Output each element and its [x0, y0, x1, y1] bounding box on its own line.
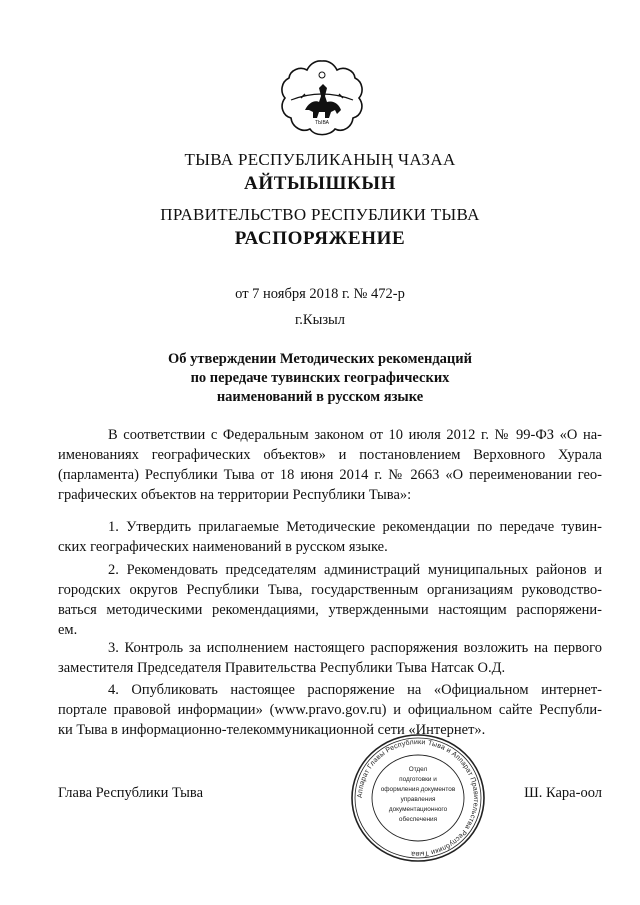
stamp-line: управления: [400, 796, 436, 803]
item-1-paragraph: [58, 517, 602, 557]
header-government-russian: ПРАВИТЕЛЬСТВО РЕСПУБЛИКИ ТЫВА: [160, 205, 480, 224]
stamp-line: обеспечения: [398, 816, 438, 823]
document-title: [0, 350, 640, 407]
paragraph-line: заместителя Председателя Правительства Республики Тыва Натсак О.Д.: [58, 660, 506, 676]
svg-text:Аппарат Главы Республики Тыва: Аппарат Главы Республики Тыва и Аппарат Правительства Республики Тыва: [356, 738, 480, 858]
signature-name: Ш. Кара-оол: [524, 785, 602, 801]
item-3-paragraph: [58, 638, 602, 678]
paragraph-line: ваться методическими рекомендациями, утвержденными настоящим распоряжени-: [58, 602, 602, 618]
item-4-paragraph: [58, 680, 602, 740]
city: г.Кызыл: [294, 312, 346, 328]
preamble-paragraph: [58, 425, 602, 505]
title-line: по передаче тувинских географических: [190, 370, 450, 386]
paragraph-line: ских географических наименований в русском языке.: [58, 539, 388, 555]
paragraph-line: портале правовой информации» (www.pravo.gov.ru) и официальном сайте Республи-: [58, 702, 602, 718]
official-stamp: [350, 733, 486, 863]
paragraph-line: городских округов Республики Тыва, государственным организациям руководство-: [58, 582, 602, 598]
coat-of-arms-icon: [279, 58, 365, 138]
paragraph-line: ки Тыва в информационно-телекоммуникационной сети «Интернет».: [58, 722, 486, 738]
paragraph-line: графических объектов на территории Республики Тыва»:: [58, 487, 412, 503]
stamp-line: подготовки и: [399, 776, 437, 783]
paragraph-line: (парламента) Республики Тыва от 18 июня 2014 г. № 2663 «О переименовании гео-: [58, 467, 602, 483]
stamp-line: оформления документов: [380, 786, 456, 793]
signature-position: Глава Республики Тыва: [58, 785, 204, 801]
title-line: наименований в русском языке: [216, 389, 424, 405]
date-number: от 7 ноября 2018 г. № 472-р: [235, 286, 405, 302]
svg-text:ТЫВА: ТЫВА: [315, 120, 329, 126]
paragraph-line: 1. Утвердить прилагаемые Методические рекомендации по передаче тувин-: [108, 519, 602, 535]
paragraph-line: 4. Опубликовать настоящее распоряжение на «Официальном интернет-: [108, 682, 602, 698]
header-government-tuvan: ТЫВА РЕСПУБЛИКАНЫҢ ЧАЗАА: [184, 150, 456, 169]
item-2-paragraph: [58, 560, 602, 640]
paragraph-line: В соответствии с Федеральным законом от 10 июля 2012 г. № 99-ФЗ «О на-: [108, 427, 602, 443]
stamp-line: Отдел: [408, 766, 428, 773]
paragraph-line: 3. Контроль за исполнением настоящего распоряжения возложить на первого: [108, 640, 602, 656]
paragraph-line: 2. Рекомендовать председателям администраций муниципальных районов и: [108, 562, 602, 578]
stamp-line: документационного: [388, 806, 448, 813]
paragraph-line: ем.: [58, 622, 78, 638]
paragraph-line: именованиях географических объектов» и постановлением Верховного Хурала: [58, 447, 602, 463]
header-doctype-russian: РАСПОРЯЖЕНИЕ: [234, 228, 406, 249]
header-doctype-tuvan: АЙТЫЫШКЫН: [244, 173, 396, 194]
title-line: Об утверждении Методических рекомендаций: [168, 351, 472, 367]
